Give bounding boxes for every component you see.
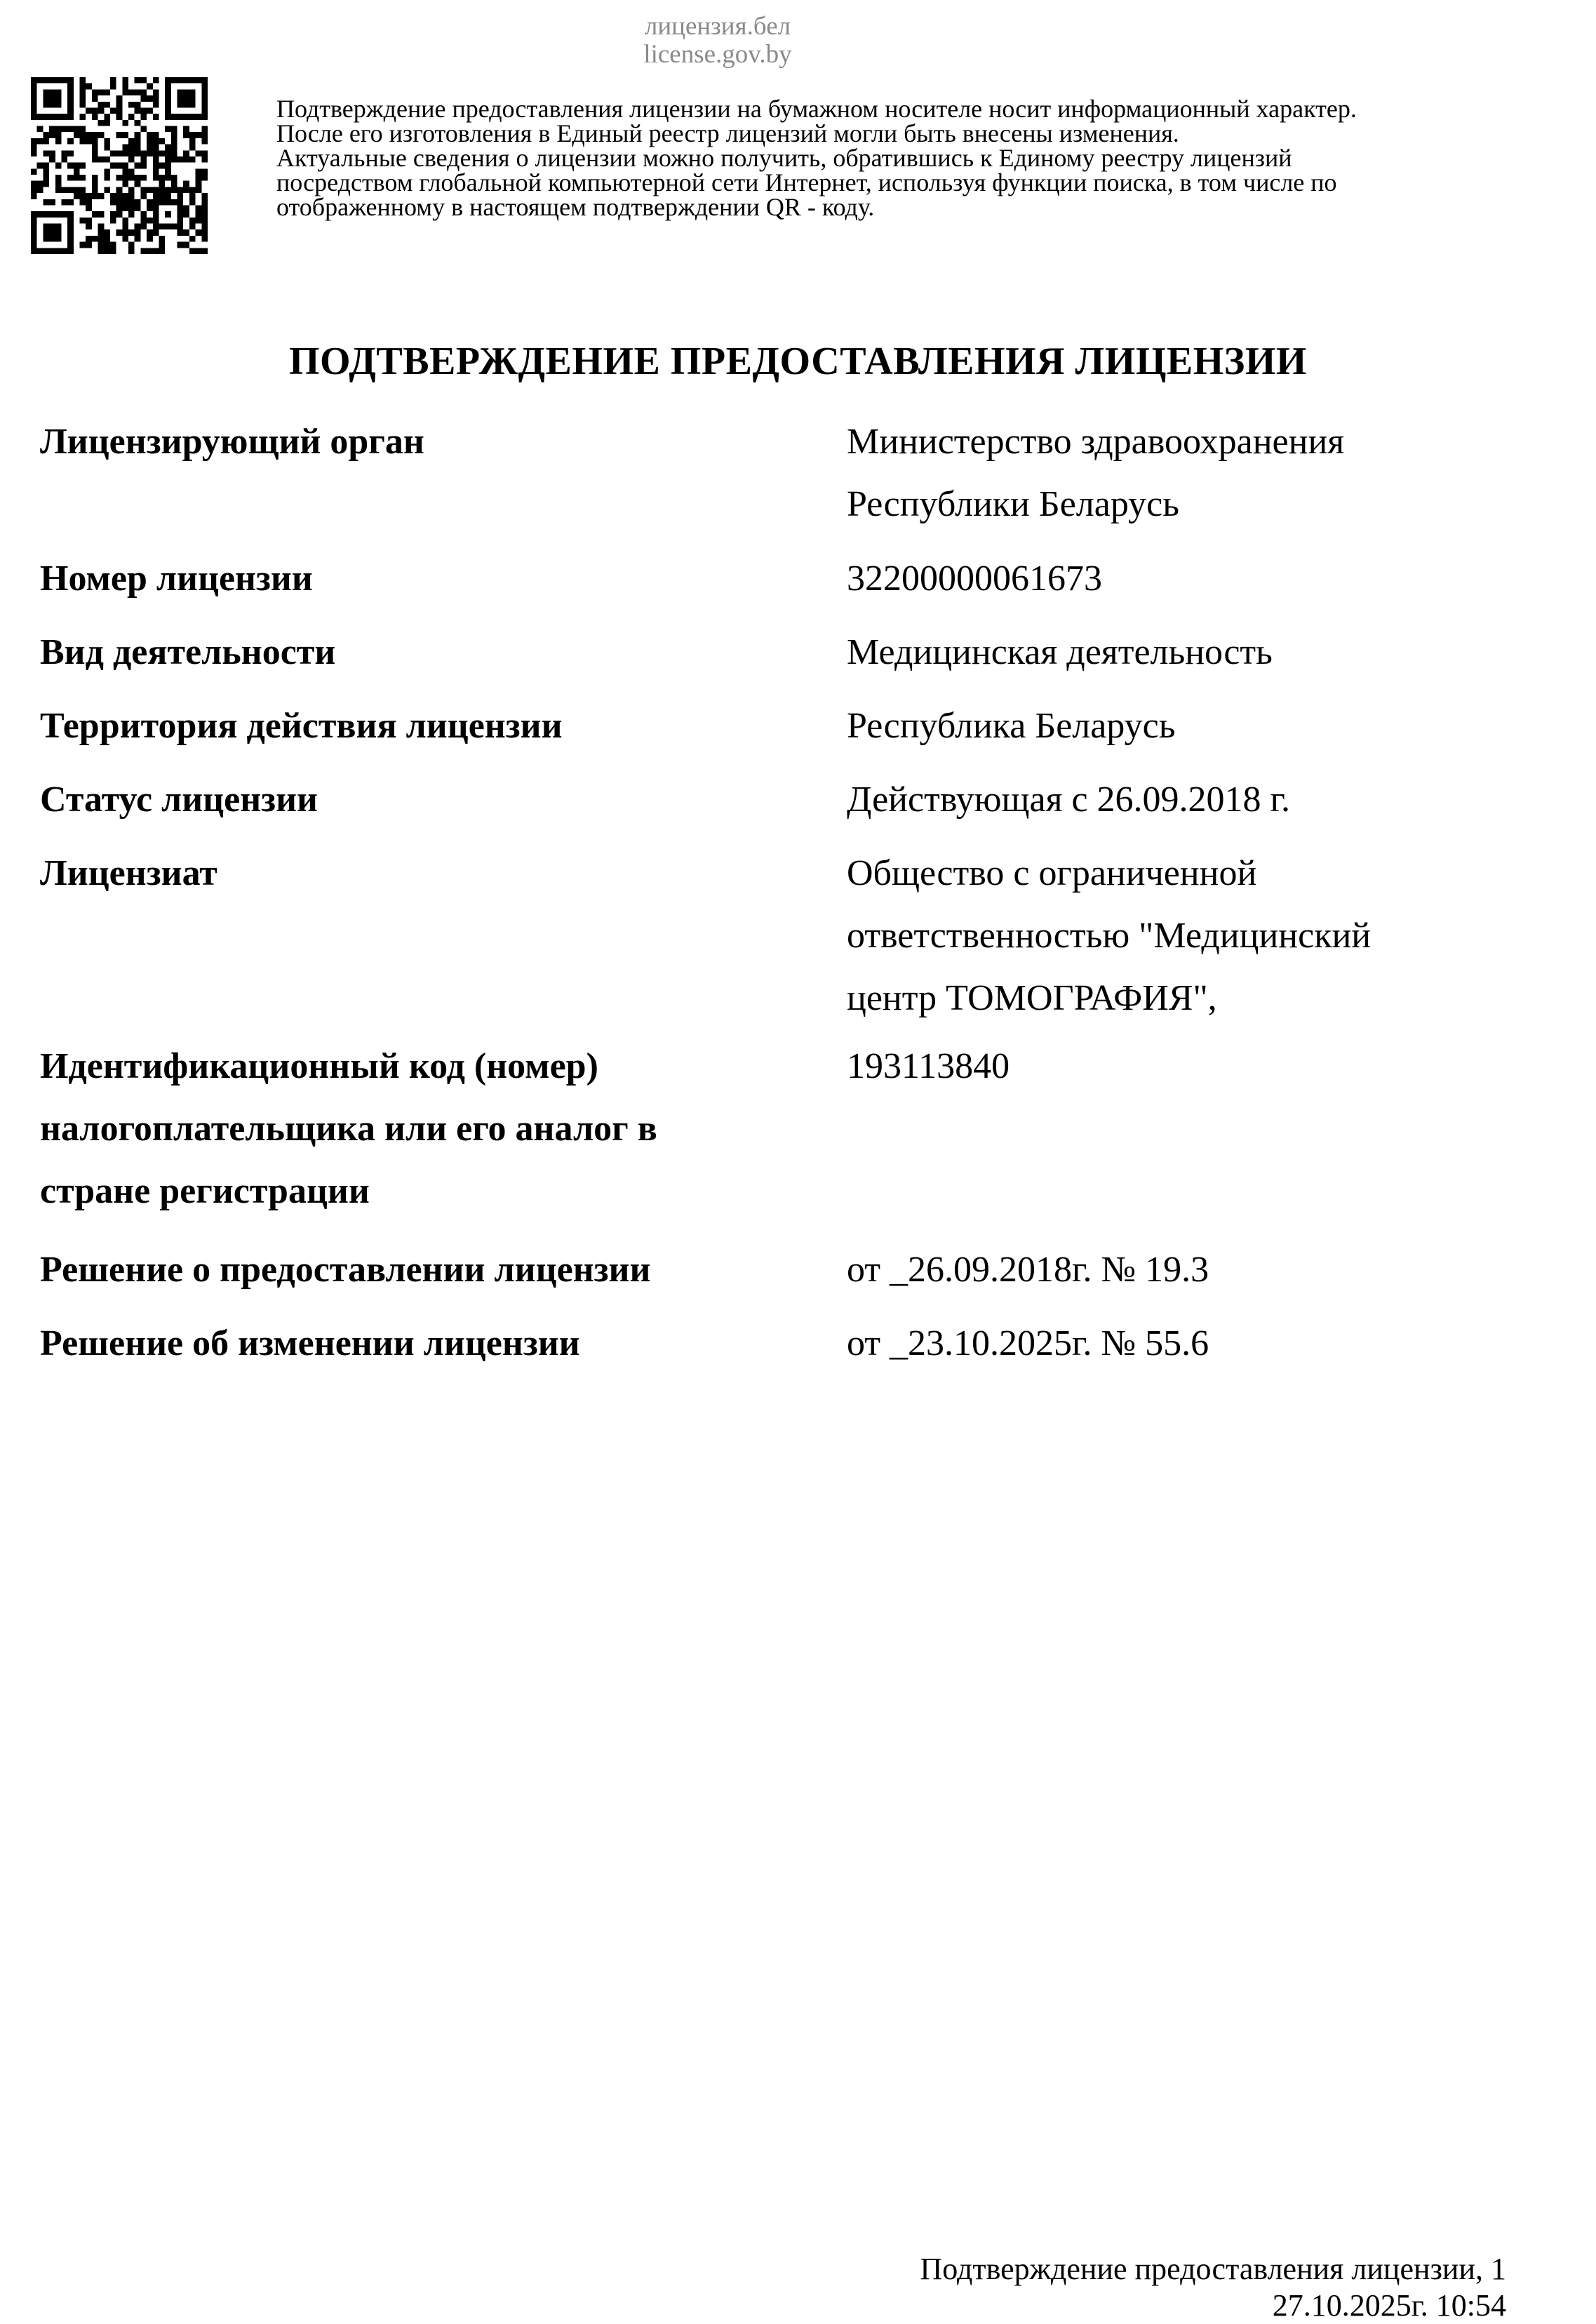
page-footer xyxy=(920,2251,1506,2324)
detail-label xyxy=(40,547,812,610)
detail-value xyxy=(847,547,1534,610)
detail-label-line: Идентификационный код (номер) xyxy=(40,1046,598,1086)
detail-label-line: Решение о предоставлении лицензии xyxy=(40,1250,651,1290)
detail-value xyxy=(847,410,1534,535)
detail-value-line: от _23.10.2025г. № 55.6 xyxy=(847,1323,1209,1363)
detail-value xyxy=(847,695,1534,757)
registry-link-cyrillic[interactable]: лицензия.бел xyxy=(644,12,791,41)
notice-line: После его изготовления в Единый реестр лицензий могли быть внесены изменения. xyxy=(276,119,1179,147)
detail-label-line: Номер лицензии xyxy=(40,559,313,599)
detail-label xyxy=(40,410,812,473)
registry-link-latin[interactable]: license.gov.by xyxy=(643,40,792,69)
detail-value-line: центр ТОМОГРАФИЯ", xyxy=(847,978,1217,1018)
notice-line: посредством глобальной компьютерной сети Интернет, используя функции поиска, в том числе по xyxy=(276,168,1337,196)
detail-value-line: 32200000061673 xyxy=(847,559,1102,599)
detail-label xyxy=(40,768,812,831)
detail-label xyxy=(40,1312,812,1375)
detail-value-line: 193113840 xyxy=(847,1046,1010,1086)
detail-value xyxy=(847,768,1534,831)
detail-value-line: Республики Беларусь xyxy=(847,484,1179,524)
footer-document-name: Подтверждение предоставления лицензии, 1 xyxy=(920,2252,1506,2286)
footer-timestamp: 27.10.2025г. 10:54 xyxy=(1272,2288,1506,2323)
detail-value-line: Министерство здравоохранения xyxy=(847,422,1345,462)
detail-label-line: Решение об изменении лицензии xyxy=(40,1323,580,1363)
detail-value-line: от _26.09.2018г. № 19.3 xyxy=(847,1250,1209,1290)
detail-value-line: Общество с ограниченной xyxy=(847,853,1257,893)
detail-value-line: Действующая с 26.09.2018 г. xyxy=(847,780,1291,820)
detail-value-line: ответственностью "Медицинский xyxy=(847,916,1372,956)
detail-label xyxy=(40,1238,812,1301)
registry-site-links xyxy=(626,13,809,69)
notice-line: отображенному в настоящем подтверждении QR - коду. xyxy=(276,193,875,221)
notice-line: Актуальные сведения о лицензии можно получить, обратившись к Единому реестру лицензий xyxy=(276,144,1292,172)
detail-label-line: Вид деятельности xyxy=(40,632,336,672)
detail-label-line: Статус лицензии xyxy=(40,780,318,820)
detail-label xyxy=(40,842,812,904)
detail-label-line: налогоплательщика или его аналог в xyxy=(40,1109,657,1149)
document-title: ПОДТВЕРЖДЕНИЕ ПРЕДОСТАВЛЕНИЯ ЛИЦЕНЗИИ xyxy=(289,340,1307,383)
detail-label-line: стране регистрации xyxy=(40,1171,370,1211)
detail-label xyxy=(40,621,812,683)
detail-value-line: Республика Беларусь xyxy=(847,706,1176,746)
detail-value xyxy=(847,1238,1534,1301)
detail-value-line: Медицинская деятельность xyxy=(847,632,1273,672)
detail-value xyxy=(847,1312,1534,1375)
detail-value xyxy=(847,1035,1534,1097)
detail-label xyxy=(40,1035,812,1222)
detail-label xyxy=(40,695,812,757)
information-notice xyxy=(276,97,1567,220)
notice-line: Подтверждение предоставления лицензии на бумажном носителе носит информационный характер. xyxy=(276,95,1357,123)
detail-label-line: Территория действия лицензии xyxy=(40,706,563,746)
detail-value xyxy=(847,842,1534,1029)
detail-value xyxy=(847,621,1534,683)
qr-code-icon xyxy=(31,77,208,254)
detail-label-line: Лицензиат xyxy=(40,853,217,893)
detail-label-line: Лицензирующий орган xyxy=(40,422,424,462)
